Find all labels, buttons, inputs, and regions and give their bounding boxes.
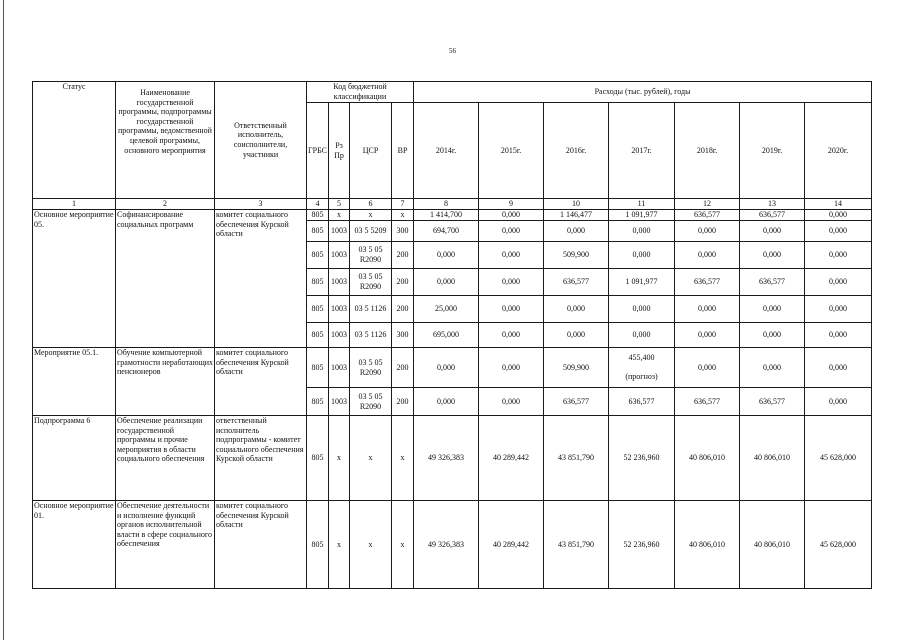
executor-cell: ответственный исполнитель подпрограммы - комитет социального обеспечения Курской области: [215, 416, 307, 501]
vr-cell: x: [392, 416, 414, 501]
column-number: 2: [116, 199, 215, 210]
executor-cell: комитет социального обеспечения Курской области: [215, 501, 307, 589]
scan-edge-line: [3, 0, 4, 640]
column-number: 5: [329, 199, 350, 210]
value-cell: 0,000: [805, 221, 872, 242]
value-cell: 40 289,442: [479, 501, 544, 589]
header-budget-code: Код бюджетной классификации: [307, 82, 414, 103]
header-status: Статус: [33, 82, 116, 199]
column-number: 6: [350, 199, 392, 210]
value-cell: 0,000: [479, 269, 544, 296]
csr-cell: x: [350, 501, 392, 589]
value-cell-2017: [609, 348, 675, 388]
table-row: [33, 210, 872, 221]
csr-cell: x: [350, 210, 392, 221]
value-cell: 636,577: [544, 388, 609, 416]
value-cell: 0,000: [414, 269, 479, 296]
grbs-cell: 805: [307, 296, 329, 323]
value-cell: 0,000: [479, 388, 544, 416]
header-year: 2018г.: [675, 103, 740, 199]
executor-cell: комитет социального обеспечения Курской области: [215, 348, 307, 416]
value-cell: 1 146,477: [544, 210, 609, 221]
column-number: 7: [392, 199, 414, 210]
value-cell: 1 091,977: [609, 210, 675, 221]
status-cell: Мероприятие 05.1.: [33, 348, 116, 416]
rzpr-cell: 1003: [329, 221, 350, 242]
value-cell: 25,000: [414, 296, 479, 323]
table-row: [33, 348, 872, 388]
budget-table: [32, 81, 872, 589]
vr-cell: x: [392, 210, 414, 221]
value-cell: 636,577: [675, 210, 740, 221]
value-cell: 0,000: [544, 221, 609, 242]
value-cell: 509,900: [544, 242, 609, 269]
csr-cell: 03 5 1126: [350, 296, 392, 323]
header-grbs: ГРБС: [307, 103, 329, 199]
csr-cell: 03 5 05 R2090: [350, 242, 392, 269]
value-cell: 0,000: [609, 323, 675, 348]
grbs-cell: 805: [307, 348, 329, 388]
vr-cell: 300: [392, 221, 414, 242]
value-cell: 40 806,010: [740, 501, 805, 589]
header-row-1: [33, 82, 872, 103]
value-cell: 0,000: [414, 388, 479, 416]
value-cell: 0,000: [479, 242, 544, 269]
value-cell: 0,000: [609, 296, 675, 323]
grbs-cell: 805: [307, 416, 329, 501]
vr-cell: 200: [392, 348, 414, 388]
table-row: [33, 416, 872, 501]
column-number: 14: [805, 199, 872, 210]
value-cell: 0,000: [609, 242, 675, 269]
header-executor: Ответственный исполнитель, соисполнители, участники: [215, 82, 307, 199]
value-cell: 636,577: [740, 269, 805, 296]
value-cell: 636,577: [675, 388, 740, 416]
rzpr-cell: x: [329, 501, 350, 589]
value-cell: 0,000: [479, 296, 544, 323]
value-cell: 636,577: [609, 388, 675, 416]
name-cell: Обеспечение деятельности и исполнение функций органов исполнительной власти в сфере социального обеспечения: [116, 501, 215, 589]
rzpr-cell: 1003: [329, 242, 350, 269]
header-year: 2020г.: [805, 103, 872, 199]
value-cell: 694,700: [414, 221, 479, 242]
value-cell: 40 806,010: [675, 416, 740, 501]
value-cell: 0,000: [805, 388, 872, 416]
header-name: Наименование государственной программы, подпрограммы государственной программы, ведомственной целевой программы, основного мероприятия: [116, 82, 215, 199]
rzpr-cell: 1003: [329, 323, 350, 348]
value-cell: 0,000: [479, 348, 544, 388]
name-cell: Обеспечение реализации государственной программы и прочие мероприятия в области социального обеспечения: [116, 416, 215, 501]
value-cell: 0,000: [479, 210, 544, 221]
value-cell: 0,000: [675, 323, 740, 348]
value-cell: 0,000: [609, 221, 675, 242]
value-2017: 455,400: [628, 353, 655, 363]
column-number: 12: [675, 199, 740, 210]
grbs-cell: 805: [307, 388, 329, 416]
grbs-cell: 805: [307, 323, 329, 348]
value-cell: 49 326,383: [414, 416, 479, 501]
grbs-cell: 805: [307, 210, 329, 221]
value-cell: 0,000: [675, 348, 740, 388]
value-cell: 636,577: [740, 210, 805, 221]
executor-cell: комитет социального обеспечения Курской области: [215, 210, 307, 348]
value-cell: 0,000: [479, 221, 544, 242]
value-cell: 0,000: [740, 323, 805, 348]
value-cell: 0,000: [675, 242, 740, 269]
value-cell: 0,000: [479, 323, 544, 348]
grbs-cell: 805: [307, 501, 329, 589]
header-year: 2014г.: [414, 103, 479, 199]
value-cell: 1 414,700: [414, 210, 479, 221]
status-cell: Основное мероприятие 05.: [33, 210, 116, 348]
header-year: 2016г.: [544, 103, 609, 199]
header-year: 2019г.: [740, 103, 805, 199]
csr-cell: 03 5 05 R2090: [350, 269, 392, 296]
header-year: 2017г.: [609, 103, 675, 199]
status-cell: Подпрограмма 6: [33, 416, 116, 501]
page-number: 56: [449, 47, 456, 55]
grbs-cell: 805: [307, 242, 329, 269]
value-cell: 636,577: [675, 269, 740, 296]
value-cell: 0,000: [544, 323, 609, 348]
grbs-cell: 805: [307, 221, 329, 242]
column-number: 8: [414, 199, 479, 210]
value-cell: 0,000: [805, 296, 872, 323]
csr-cell: x: [350, 416, 392, 501]
value-cell: 0,000: [805, 323, 872, 348]
rzpr-cell: 1003: [329, 388, 350, 416]
value-cell: 0,000: [740, 296, 805, 323]
status-cell: Основное мероприятие 01.: [33, 501, 116, 589]
value-cell: 0,000: [675, 221, 740, 242]
value-cell: 52 236,960: [609, 501, 675, 589]
value-cell: 40 806,010: [740, 416, 805, 501]
value-cell: 52 236,960: [609, 416, 675, 501]
value-cell: 1 091,977: [609, 269, 675, 296]
value-cell: 0,000: [544, 296, 609, 323]
vr-cell: 200: [392, 242, 414, 269]
rzpr-cell: 1003: [329, 269, 350, 296]
header-rzpr: Рз Пр: [329, 103, 350, 199]
forecast-note: (прогноз): [625, 372, 658, 381]
value-cell: 0,000: [805, 210, 872, 221]
value-cell: 45 628,000: [805, 416, 872, 501]
grbs-cell: 805: [307, 269, 329, 296]
value-cell: 40 289,442: [479, 416, 544, 501]
column-number-row: [33, 199, 872, 210]
value-cell: 636,577: [740, 388, 805, 416]
value-cell: 49 326,383: [414, 501, 479, 589]
column-number: 3: [215, 199, 307, 210]
value-cell: 0,000: [675, 296, 740, 323]
value-cell: 45 628,000: [805, 501, 872, 589]
value-cell: 0,000: [740, 221, 805, 242]
value-cell: 43 851,790: [544, 416, 609, 501]
vr-cell: 200: [392, 269, 414, 296]
rzpr-cell: 1003: [329, 296, 350, 323]
table-row: [33, 501, 872, 589]
csr-cell: 03 5 1126: [350, 323, 392, 348]
csr-cell: 03 5 05 R2090: [350, 348, 392, 388]
value-cell: 0,000: [414, 348, 479, 388]
rzpr-cell: 1003: [329, 348, 350, 388]
name-cell: Обучение компьютерной грамотности неработающих пенсионеров: [116, 348, 215, 416]
value-cell: 0,000: [805, 242, 872, 269]
column-number: 11: [609, 199, 675, 210]
value-cell: 0,000: [805, 348, 872, 388]
value-cell: 0,000: [740, 242, 805, 269]
name-cell: Софинансирование социальных программ: [116, 210, 215, 348]
header-csr: ЦСР: [350, 103, 392, 199]
vr-cell: 200: [392, 388, 414, 416]
value-cell: 43 851,790: [544, 501, 609, 589]
vr-cell: x: [392, 501, 414, 589]
csr-cell: 03 5 05 R2090: [350, 388, 392, 416]
rzpr-cell: x: [329, 210, 350, 221]
vr-cell: 300: [392, 323, 414, 348]
value-cell: 695,000: [414, 323, 479, 348]
value-cell: 40 806,010: [675, 501, 740, 589]
csr-cell: 03 5 5209: [350, 221, 392, 242]
value-cell: 0,000: [414, 242, 479, 269]
column-number: 9: [479, 199, 544, 210]
value-cell: 0,000: [805, 269, 872, 296]
header-vr: ВР: [392, 103, 414, 199]
column-number: 4: [307, 199, 329, 210]
vr-cell: 200: [392, 296, 414, 323]
column-number: 10: [544, 199, 609, 210]
column-number: 13: [740, 199, 805, 210]
value-cell: 0,000: [740, 348, 805, 388]
header-expenses: Расходы (тыс. рублей), годы: [414, 82, 872, 103]
rzpr-cell: x: [329, 416, 350, 501]
value-cell: 636,577: [544, 269, 609, 296]
header-year: 2015г.: [479, 103, 544, 199]
column-number: 1: [33, 199, 116, 210]
value-cell: 509,900: [544, 348, 609, 388]
